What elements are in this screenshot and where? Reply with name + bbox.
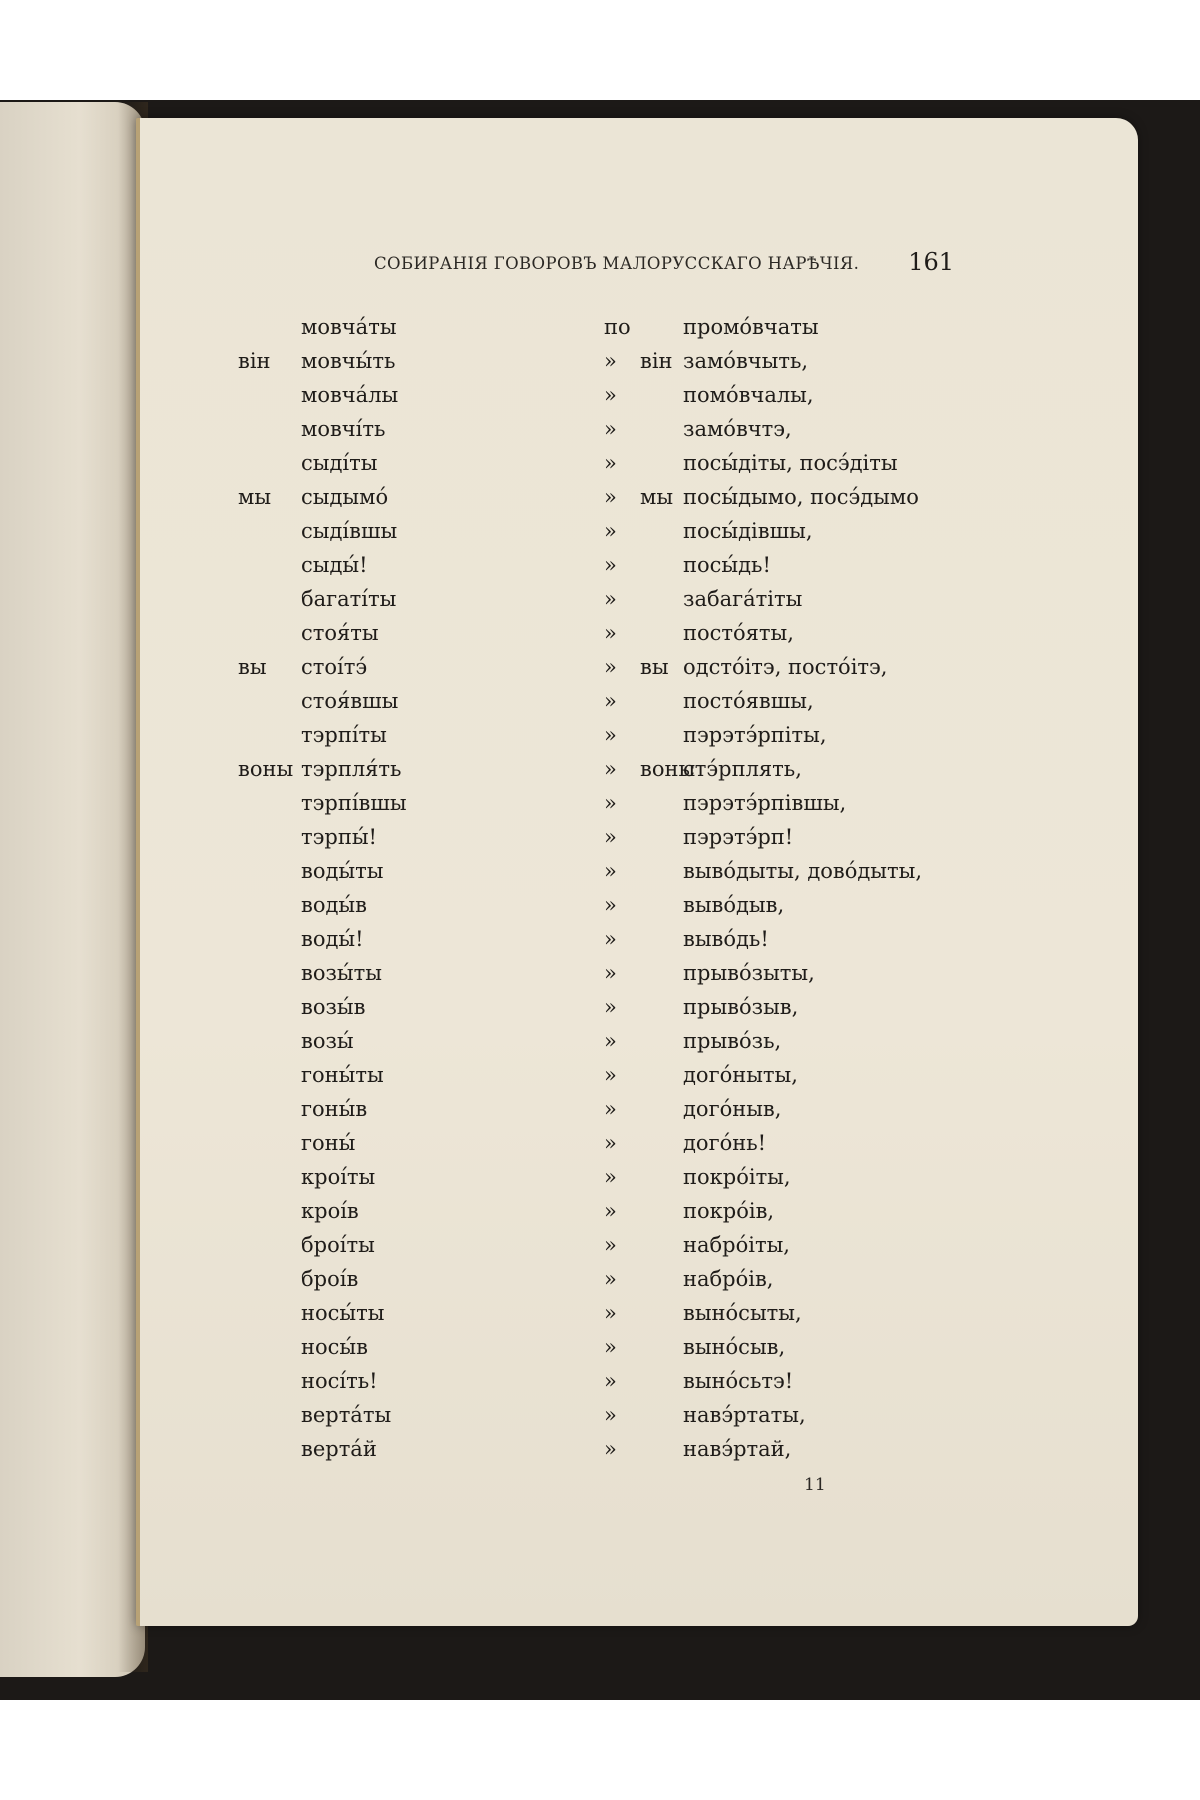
base-form: сыдымо́ — [301, 485, 389, 509]
pronoun: він — [238, 349, 271, 373]
base-form: кроі́в — [301, 1199, 359, 1223]
pronoun: мы — [238, 485, 272, 509]
derived-form: пэрэтэ́рпіты, — [683, 723, 827, 747]
derived-form: выво́дь! — [683, 927, 769, 951]
base-form: броі́ты — [301, 1233, 375, 1257]
derived-form: навэ́ртай, — [683, 1437, 792, 1461]
derived-form: прыво́зь, — [683, 1029, 782, 1053]
derived-form: дого́ныты, — [683, 1063, 798, 1087]
derived-form: покро́ів, — [683, 1199, 775, 1223]
base-form: гоны́в — [301, 1097, 368, 1121]
base-form: мовча́ты — [301, 315, 397, 339]
base-form: возы́ — [301, 1029, 354, 1053]
ditto-mark: » — [604, 927, 617, 951]
base-form: броі́в — [301, 1267, 359, 1291]
derived-form: выво́дыв, — [683, 893, 785, 917]
ditto-mark: » — [604, 723, 617, 747]
derived-form: дого́ныв, — [683, 1097, 782, 1121]
page-header — [374, 248, 954, 288]
ditto-mark: » — [604, 1131, 617, 1155]
base-form: гоны́ — [301, 1131, 356, 1155]
ditto-mark: » — [604, 893, 617, 917]
base-form: мовча́лы — [301, 383, 399, 407]
ditto-mark: » — [604, 485, 617, 509]
derived-form: набро́ів, — [683, 1267, 774, 1291]
ditto-mark: » — [604, 417, 617, 441]
ditto-mark: » — [604, 825, 617, 849]
base-form: сыді́ты — [301, 451, 378, 475]
ditto-mark: » — [604, 1369, 617, 1393]
derived-form: навэ́ртаты, — [683, 1403, 806, 1427]
derived-form: посы́діты, посэ́діты — [683, 451, 898, 475]
derived-form: стэ́рплять, — [683, 757, 802, 781]
base-form: возы́ты — [301, 961, 382, 985]
derived-form: выно́сьтэ! — [683, 1369, 794, 1393]
base-form: верта́й — [301, 1437, 377, 1461]
ditto-mark: » — [604, 757, 617, 781]
base-form: воды́в — [301, 893, 367, 917]
base-form: гоны́ты — [301, 1063, 384, 1087]
base-form: тэрпля́ть — [301, 757, 402, 781]
base-form: воды́! — [301, 927, 364, 951]
ditto-mark: » — [604, 383, 617, 407]
ditto-mark: » — [604, 859, 617, 883]
base-form: тэрпі́вшы — [301, 791, 407, 815]
derived-form: посы́дівшы, — [683, 519, 813, 543]
ditto-mark: » — [604, 1097, 617, 1121]
base-form: тэрпі́ты — [301, 723, 387, 747]
ditto-mark: » — [604, 553, 617, 577]
ditto-mark: » — [604, 1199, 617, 1223]
base-form: стоя́вшы — [301, 689, 399, 713]
pronoun: вы — [238, 655, 267, 679]
base-form: мовчі́ть — [301, 417, 386, 441]
book-page — [136, 118, 1138, 1626]
ditto-mark: » — [604, 961, 617, 985]
base-form: верта́ты — [301, 1403, 392, 1427]
derived-form: выно́сыв, — [683, 1335, 786, 1359]
signature-mark: 11 — [804, 1475, 826, 1495]
pronoun: він — [640, 349, 673, 373]
derived-form: забага́тіты — [683, 587, 803, 611]
derived-form: пэрэтэ́рп! — [683, 825, 794, 849]
derived-form: замо́вчыть, — [683, 349, 809, 373]
derived-form: пэрэтэ́рпівшы, — [683, 791, 847, 815]
base-form: носы́в — [301, 1335, 368, 1359]
base-form: стоя́ты — [301, 621, 379, 645]
base-form: стоі́тэ́ — [301, 655, 368, 679]
running-title: СОБИРАНІЯ ГОВОРОВЪ МАЛОРУССКАГО НАРѢЧІЯ. — [374, 254, 860, 273]
ditto-mark: » — [604, 587, 617, 611]
ditto-mark: » — [604, 791, 617, 815]
base-form: сыды́! — [301, 553, 368, 577]
derived-form: промо́вчаты — [683, 315, 819, 339]
ditto-mark: по — [604, 315, 631, 339]
ditto-mark: » — [604, 621, 617, 645]
pronoun: воны — [238, 757, 294, 781]
page-number: 161 — [908, 248, 954, 276]
ditto-mark: » — [604, 349, 617, 373]
base-form: тэрпы́! — [301, 825, 377, 849]
pronoun: мы — [640, 485, 674, 509]
derived-form: одсто́ітэ, посто́ітэ, — [683, 655, 888, 679]
derived-form: посто́яты, — [683, 621, 794, 645]
ditto-mark: » — [604, 1267, 617, 1291]
ditto-mark: » — [604, 995, 617, 1019]
derived-form: покро́іты, — [683, 1165, 791, 1189]
base-form: мовчы́ть — [301, 349, 396, 373]
base-form: воды́ты — [301, 859, 384, 883]
ditto-mark: » — [604, 451, 617, 475]
ditto-mark: » — [604, 1403, 617, 1427]
derived-form: прыво́зыты, — [683, 961, 815, 985]
ditto-mark: » — [604, 655, 617, 679]
ditto-mark: » — [604, 1029, 617, 1053]
derived-form: выно́сыты, — [683, 1301, 802, 1325]
pronoun: вы — [640, 655, 669, 679]
derived-form: посы́дымо, посэ́дымо — [683, 485, 919, 509]
ditto-mark: » — [604, 1063, 617, 1087]
base-form: носы́ты — [301, 1301, 385, 1325]
ditto-mark: » — [604, 1233, 617, 1257]
derived-form: выво́дыты, дово́дыты, — [683, 859, 923, 883]
base-form: носі́ть! — [301, 1369, 378, 1393]
derived-form: дого́нь! — [683, 1131, 767, 1155]
ditto-mark: » — [604, 519, 617, 543]
derived-form: помо́вчалы, — [683, 383, 814, 407]
base-form: багаті́ты — [301, 587, 397, 611]
derived-form: посы́дь! — [683, 553, 771, 577]
base-form: сыді́вшы — [301, 519, 398, 543]
derived-form: прыво́зыв, — [683, 995, 799, 1019]
ditto-mark: » — [604, 1165, 617, 1189]
pronoun: воны — [640, 757, 696, 781]
base-form: возы́в — [301, 995, 366, 1019]
derived-form: посто́явшы, — [683, 689, 814, 713]
derived-form: замо́вчтэ, — [683, 417, 792, 441]
ditto-mark: » — [604, 689, 617, 713]
base-form: кроі́ты — [301, 1165, 376, 1189]
ditto-mark: » — [604, 1437, 617, 1461]
derived-form: набро́іты, — [683, 1233, 790, 1257]
ditto-mark: » — [604, 1335, 617, 1359]
ditto-mark: » — [604, 1301, 617, 1325]
